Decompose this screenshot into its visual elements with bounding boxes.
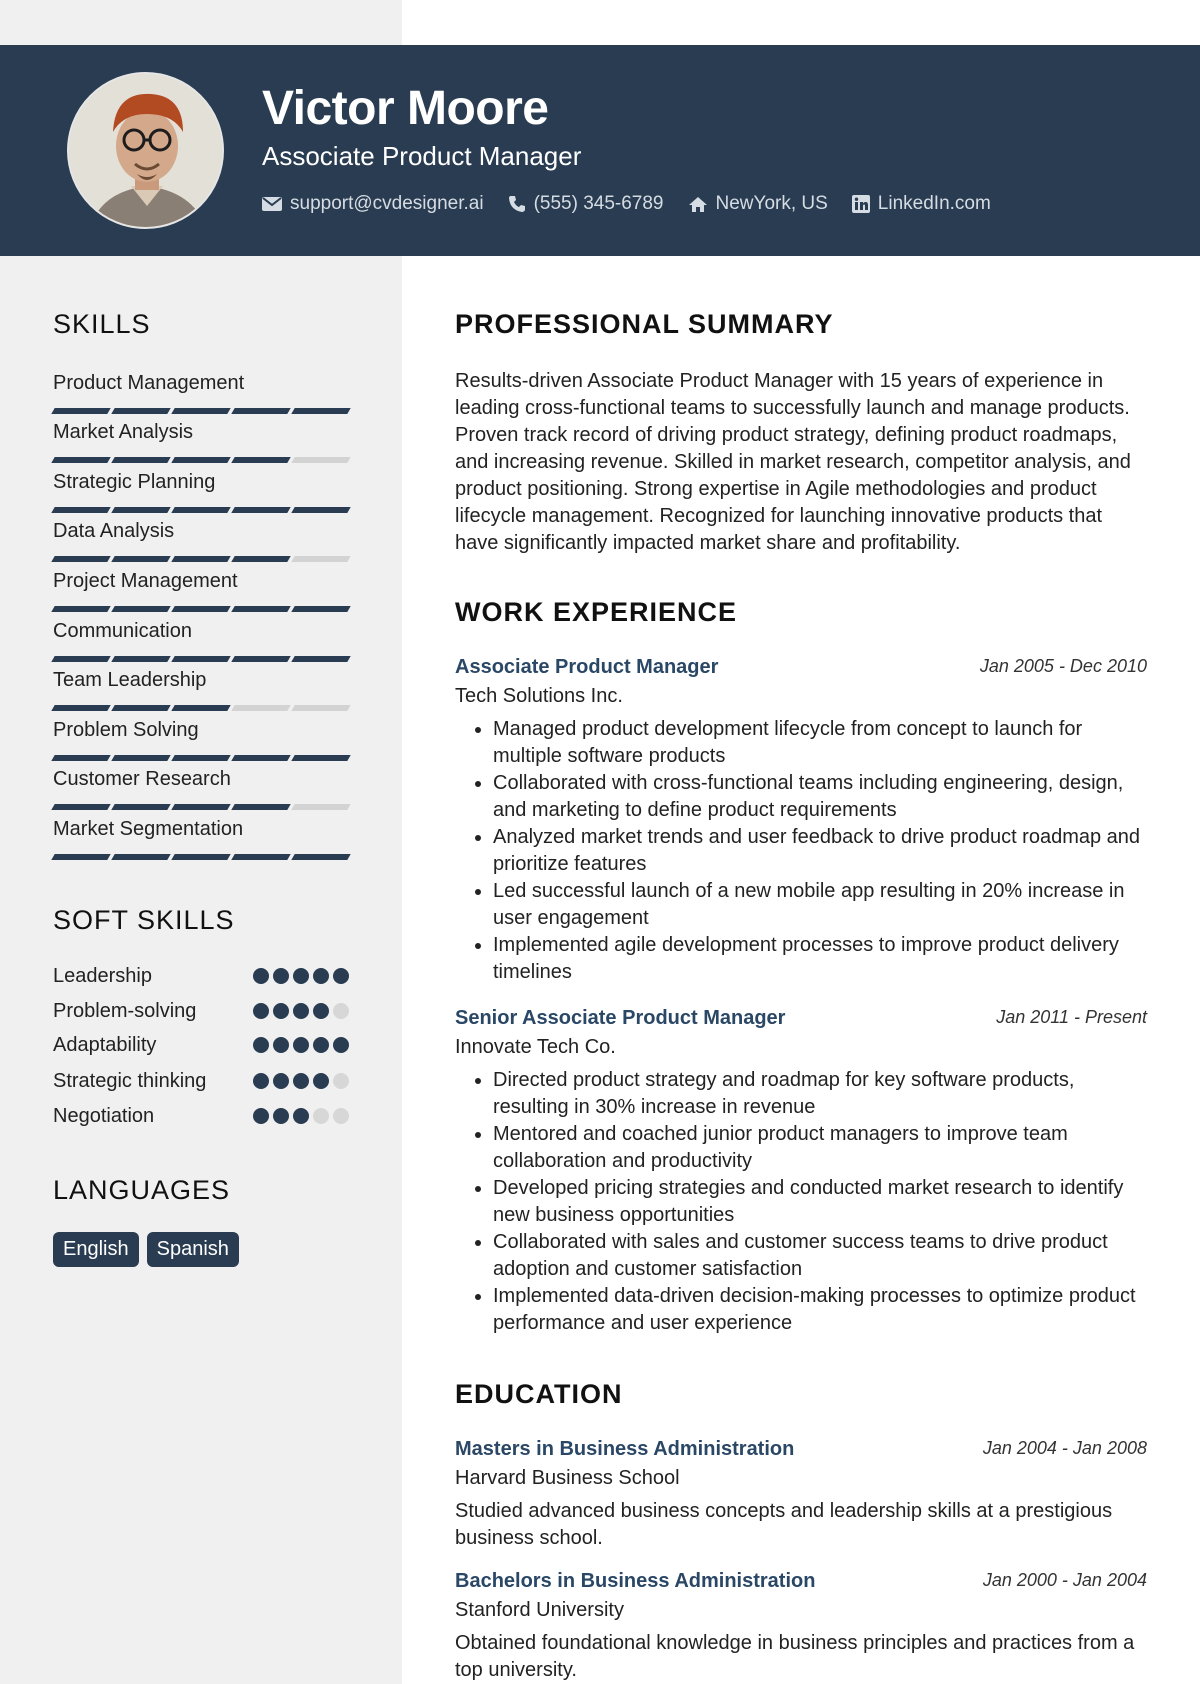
contact-phone[interactable]	[508, 193, 664, 215]
skill-level-bars	[53, 656, 349, 662]
skill-level-bars	[53, 606, 349, 612]
skill-level-segment	[171, 804, 230, 810]
soft-skill-level-dot	[313, 1108, 329, 1124]
soft-skill-level-dot	[253, 1073, 269, 1089]
skill-level-segment	[51, 507, 110, 513]
skill-level-segment	[171, 408, 230, 414]
education-date: Jan 2004 - Jan 2008	[982, 1438, 1147, 1458]
contact-location-text: NewYork, US	[715, 193, 828, 214]
soft-skill-name: Adaptability	[53, 1033, 157, 1056]
skill-level-segment	[51, 656, 110, 662]
skill-level-segment	[111, 408, 170, 414]
soft-skill-level-dot	[273, 968, 289, 984]
soft-skill-level-dot	[293, 1003, 309, 1019]
skill-level-segment	[171, 755, 230, 761]
experience-heading: WORK EXPERIENCE	[455, 597, 738, 627]
skill-level-segment	[291, 705, 350, 711]
skill-name: Market Segmentation	[53, 818, 244, 840]
skill-level-segment	[231, 854, 290, 860]
soft-skill-level-dot	[293, 968, 309, 984]
language-tag: English	[53, 1232, 139, 1267]
skill-name: Team Leadership	[53, 669, 207, 691]
candidate-name: Victor Moore	[262, 82, 549, 135]
skill-item	[53, 570, 349, 612]
skill-level-segment	[51, 556, 110, 562]
skill-item	[53, 421, 349, 463]
skill-level-segment	[111, 854, 170, 860]
soft-skill-item	[53, 1032, 349, 1058]
skill-level-bars	[53, 457, 349, 463]
skill-level-segment	[231, 804, 290, 810]
job-bullet: • Developed pricing strategies and conducted market research to identify new business opportunities	[493, 1175, 1147, 1229]
job-bullet: • Managed product development lifecycle from concept to launch for multiple software products	[493, 716, 1147, 770]
job-entry	[455, 1007, 1147, 1337]
job-date: Jan 2011 - Present	[996, 1007, 1147, 1027]
skill-level-segment	[231, 457, 290, 463]
job-bullet: • Collaborated with sales and customer success teams to drive product adoption and customer satisfaction	[493, 1229, 1147, 1283]
soft-skill-name: Leadership	[53, 964, 152, 987]
job-title: Associate Product Manager	[455, 656, 719, 678]
skill-item	[53, 372, 349, 414]
skill-level-segment	[291, 804, 350, 810]
soft-skill-level-dot	[313, 1073, 329, 1089]
skills-heading: SKILLS	[53, 309, 151, 339]
soft-skill-level-dot	[253, 1037, 269, 1053]
contact-location	[688, 193, 828, 215]
soft-skill-level-dot	[333, 1003, 349, 1019]
skill-level-segment	[51, 606, 110, 612]
skill-level-segment	[111, 705, 170, 711]
soft-skill-level-dots	[253, 1108, 349, 1124]
job-bullet: • Mentored and coached junior product managers to improve team collaboration and productivity	[493, 1121, 1147, 1175]
skill-level-segment	[51, 705, 110, 711]
job-bullet: • Directed product strategy and roadmap for key software products, resulting in 30% increase in revenue	[493, 1067, 1147, 1121]
education-entry	[455, 1438, 1147, 1552]
contact-email-text: support@cvdesigner.ai	[290, 193, 484, 214]
soft-skills-heading: SOFT SKILLS	[53, 905, 235, 935]
skill-level-segment	[171, 606, 230, 612]
job-entry	[455, 656, 1147, 986]
skill-level-bars	[53, 705, 349, 711]
skill-name: Market Analysis	[53, 421, 194, 443]
skill-level-bars	[53, 804, 349, 810]
soft-skill-name: Negotiation	[53, 1104, 155, 1127]
contact-phone-text: (555) 345-6789	[533, 193, 664, 214]
job-company: Tech Solutions Inc.	[455, 685, 623, 707]
school-name: Harvard Business School	[455, 1467, 680, 1489]
skill-level-segment	[231, 755, 290, 761]
skill-name: Data Analysis	[53, 520, 175, 542]
soft-skill-level-dot	[253, 968, 269, 984]
skill-level-segment	[291, 606, 350, 612]
soft-skill-level-dot	[313, 968, 329, 984]
soft-skill-name: Problem-solving	[53, 999, 197, 1022]
school-name: Stanford University	[455, 1599, 624, 1621]
job-bullet: • Implemented data-driven decision-making processes to optimize product performance and user experience	[493, 1283, 1147, 1337]
soft-skill-level-dot	[253, 1108, 269, 1124]
envelope-icon	[262, 196, 282, 212]
skill-item	[53, 520, 349, 562]
soft-skill-level-dots	[253, 1037, 349, 1053]
job-bullet: • Analyzed market trends and user feedback to drive product roadmap and prioritize features	[493, 824, 1147, 878]
education-heading: EDUCATION	[455, 1379, 623, 1409]
skill-level-segment	[51, 408, 110, 414]
skill-level-segment	[171, 507, 230, 513]
soft-skill-item	[53, 1068, 349, 1094]
soft-skill-level-dots	[253, 1003, 349, 1019]
skill-level-segment	[291, 457, 350, 463]
skill-level-segment	[231, 606, 290, 612]
soft-skill-level-dots	[253, 968, 349, 984]
skill-level-segment	[231, 556, 290, 562]
contact-linkedin-text: LinkedIn.com	[877, 193, 991, 214]
skill-level-segment	[171, 705, 230, 711]
skill-level-segment	[111, 556, 170, 562]
education-entry	[455, 1570, 1147, 1684]
skill-name: Strategic Planning	[53, 471, 216, 493]
skill-level-bars	[53, 755, 349, 761]
degree-title: Masters in Business Administration	[455, 1438, 795, 1460]
contact-row	[262, 193, 1015, 215]
skill-level-segment	[51, 755, 110, 761]
skill-item	[53, 471, 349, 513]
soft-skill-level-dot	[293, 1108, 309, 1124]
skill-level-bars	[53, 507, 349, 513]
job-bullet: • Implemented agile development processes to improve product delivery timelines	[493, 932, 1147, 986]
skill-level-segment	[111, 804, 170, 810]
skill-item	[53, 719, 349, 761]
skill-name: Communication	[53, 620, 192, 642]
education-date: Jan 2000 - Jan 2004	[982, 1570, 1147, 1590]
skill-level-bars	[53, 556, 349, 562]
soft-skill-level-dot	[333, 1073, 349, 1089]
skill-name: Project Management	[53, 570, 238, 592]
skill-level-segment	[111, 457, 170, 463]
contact-email[interactable]	[262, 193, 484, 215]
skill-level-segment	[171, 556, 230, 562]
language-tag: Spanish	[147, 1232, 239, 1267]
skill-level-segment	[171, 656, 230, 662]
soft-skill-level-dot	[273, 1108, 289, 1124]
skill-level-segment	[51, 804, 110, 810]
skill-level-bars	[53, 408, 349, 414]
skill-level-segment	[231, 705, 290, 711]
contact-linkedin[interactable]	[852, 193, 991, 215]
linkedin-icon	[852, 195, 870, 213]
skill-name: Customer Research	[53, 768, 231, 790]
soft-skill-level-dots	[253, 1073, 349, 1089]
soft-skill-level-dot	[333, 1108, 349, 1124]
skill-level-segment	[231, 656, 290, 662]
job-bullets	[455, 716, 1147, 986]
soft-skill-level-dot	[313, 1037, 329, 1053]
skill-level-segment	[291, 755, 350, 761]
soft-skill-level-dot	[273, 1073, 289, 1089]
soft-skill-level-dot	[313, 1003, 329, 1019]
avatar-portrait-icon	[69, 74, 224, 229]
degree-title: Bachelors in Business Administration	[455, 1570, 816, 1592]
candidate-title: Associate Product Manager	[262, 141, 582, 171]
skill-level-bars	[53, 854, 349, 860]
education-description: Studied advanced business concepts and leadership skills at a prestigious business school.	[455, 1500, 1113, 1549]
soft-skill-item	[53, 1103, 349, 1129]
summary-text: Results-driven Associate Product Manager with 15 years of experience in leading cross-functional teams to successfully launch and manage products. Proven track record of driving product strategy, defining product roadmaps, and increasing revenue. Skilled in market research, competitor analysis, and product positioning. Strong expertise in Agile methodologies and product lifecycle management. Recognized for launching innovative products that have significantly impacted market share and profitability.	[455, 370, 1131, 554]
skill-level-segment	[51, 854, 110, 860]
skill-item	[53, 669, 349, 711]
soft-skill-level-dot	[293, 1073, 309, 1089]
summary-heading: PROFESSIONAL SUMMARY	[455, 309, 834, 339]
skill-level-segment	[171, 457, 230, 463]
job-bullet: • Led successful launch of a new mobile app resulting in 20% increase in user engagement	[493, 878, 1147, 932]
soft-skill-level-dot	[253, 1003, 269, 1019]
soft-skill-level-dot	[333, 968, 349, 984]
skill-level-segment	[291, 854, 350, 860]
language-tags	[53, 1232, 239, 1267]
soft-skill-level-dot	[333, 1037, 349, 1053]
education-description: Obtained foundational knowledge in business principles and practices from a top university.	[455, 1632, 1135, 1681]
soft-skill-level-dot	[273, 1003, 289, 1019]
skill-level-segment	[291, 408, 350, 414]
soft-skill-level-dot	[293, 1037, 309, 1053]
skill-level-segment	[231, 408, 290, 414]
skill-item	[53, 620, 349, 662]
skill-item	[53, 818, 349, 860]
job-company: Innovate Tech Co.	[455, 1036, 616, 1058]
skill-level-segment	[171, 854, 230, 860]
job-title: Senior Associate Product Manager	[455, 1007, 786, 1029]
skill-level-segment	[51, 457, 110, 463]
resume-header	[0, 45, 1200, 256]
skill-level-segment	[291, 656, 350, 662]
soft-skill-item	[53, 963, 349, 989]
phone-icon	[508, 195, 526, 213]
skill-name: Problem Solving	[53, 719, 199, 741]
skill-name: Product Management	[53, 372, 245, 394]
skill-level-segment	[291, 507, 350, 513]
soft-skill-name: Strategic thinking	[53, 1069, 207, 1092]
skill-level-segment	[231, 507, 290, 513]
soft-skill-item	[53, 998, 349, 1024]
skill-level-segment	[111, 755, 170, 761]
home-icon	[688, 196, 708, 213]
languages-heading: LANGUAGES	[53, 1175, 231, 1205]
skill-level-segment	[111, 507, 170, 513]
soft-skill-level-dot	[273, 1037, 289, 1053]
job-date: Jan 2005 - Dec 2010	[979, 656, 1147, 676]
skill-level-segment	[291, 556, 350, 562]
skill-level-segment	[111, 606, 170, 612]
skill-item	[53, 768, 349, 810]
job-bullet: • Collaborated with cross-functional teams including engineering, design, and marketing to define product requirements	[493, 770, 1147, 824]
skill-level-segment	[111, 656, 170, 662]
job-bullets	[455, 1067, 1147, 1337]
avatar	[67, 72, 224, 229]
